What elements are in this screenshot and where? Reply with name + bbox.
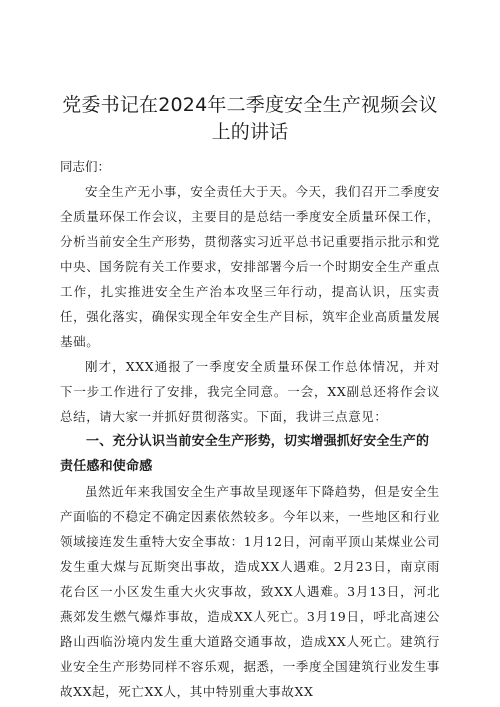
greeting: 同志们： — [60, 159, 111, 174]
document-title — [60, 0, 440, 146]
title-line-1: 党委书记在2024年二季度安全生产视频会议 — [62, 94, 438, 116]
section-1-paragraph: 虽然近年来我国安全生产事故呈现逐年下降趋势，但是安全生产面临的不稳定不确定因素依然较多。今年以来，一些地区和行业领域接连发生重特大安全事故：1月12日，河南平顶山某煤业公司发生重大煤与瓦斯突出事故，造成XX人遇难。2月23日，南京雨花台区一小区发生重大火灾事故，致XX人遇难。3月13日，河北燕郊发生燃气爆炸事故，造成XX人死亡。3月19日，呼北高速公路山西临汾境内发生重大道路交通事故，造成XX人死亡。建筑行业安全生产形势同样不容乐观，据悉，一季度全国建筑行业发生事故XX起，死亡XX人，其中特别重大事故XX — [60, 484, 440, 699]
paragraph-2: 刚才，XXX通报了一季度安全质量环保工作总体情况，并对下一步工作进行了安排，我完全同意。一会，XX副总还将作会议总结，请大家一并抓好贯彻落实。下面，我讲三点意见： — [60, 359, 440, 424]
paragraph-1: 安全生产无小事，安全责任大于天。今天，我们召开二季度安全质量环保工作会议，主要目的是总结一季度安全质量环保工作，分析当前安全生产形势，贯彻落实习近平总书记重要指示批示和党中央、国务院有关工作要求，安排部署今后一个时期安全生产重点工作，扎实推进安全生产治本攻坚三年行动，提高认识，压实责任，强化落实，确保实现全年安全生产目标，筑牢企业高质量发展基础。 — [60, 184, 440, 349]
title-line-2: 上的讲话 — [211, 121, 289, 143]
section-heading-1: 一、充分认识当前安全生产形势，切实增强抓好安全生产的责任感和使命感 — [60, 434, 430, 474]
